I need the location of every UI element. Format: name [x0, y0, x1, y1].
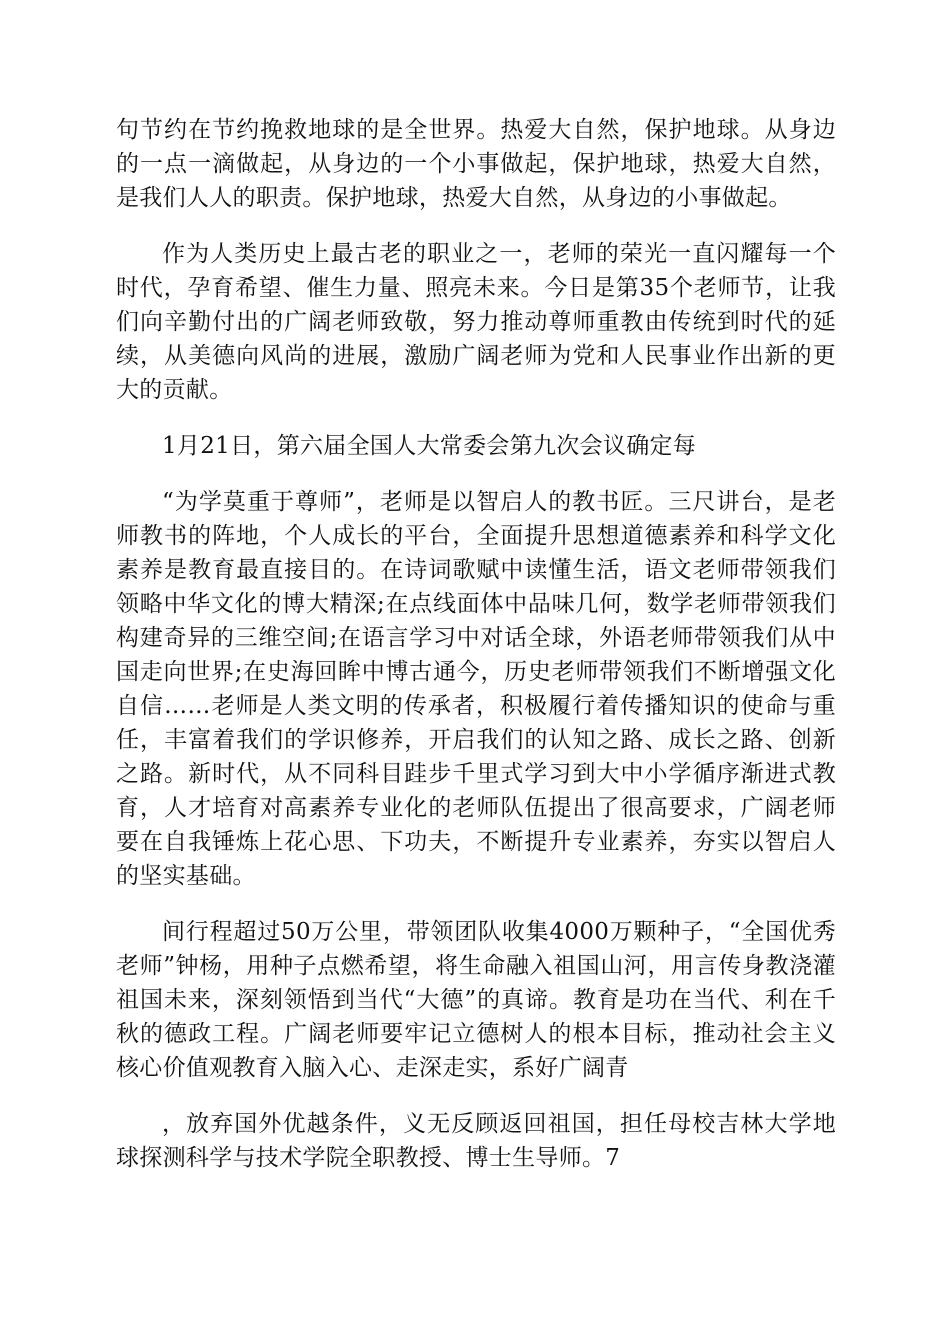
- paragraph-5: 间行程超过50万公里，带领团队收集4000万颗种子，“全国优秀老师”钟杨，用种子点燃希望，将生命融入祖国山河，用言传身教浇灌祖国未来，深刻领悟到当代“大德”的真谛。教育是功在当代、利在千秋的德政工程。广阔老师要牢记立德树人的根本目标，推动社会主义核心价值观教育入脑入心、走深走实，系好广阔青: [116, 919, 836, 1081]
- paragraph-2: 作为人类历史上最古老的职业之一，老师的荣光一直闪耀每一个时代，孕育希望、催生力量、照亮未来。今日是第35个老师节，让我们向辛勤付出的广阔老师致敬，努力推动尊师重教由传统到时代的延续，从美德向风尚的进展，激励广阔老师为党和人民事业作出新的更大的贡献。: [116, 241, 836, 403]
- paragraph-4: “为学莫重于尊师”，老师是以智启人的教书匠。三尺讲台，是老师教书的阵地，个人成长的平台，全面提升思想道德素养和科学文化素养是教育最直接目的。在诗词歌赋中读懂生活，语文老师带领我们领略中华文化的博大精深;在点线面体中品味几何，数学老师带领我们构建奇异的三维空间;在语言学习中对话全球，外语老师带领我们从中国走向世界;在史海回眸中博古通今，历史老师带领我们不断增强文化自信……老师是人类文明的传承者，积极履行着传播知识的使命与重任，丰富着我们的学识修养，开启我们的认知之路、成长之路、创新之路。新时代，从不同科目跬步千里式学习到大中小学循序渐进式教育，人才培育对高素养专业化的老师队伍提出了很高要求，广阔老师要在自我锤炼上花心思、下功夫，不断提升专业素养，夯实以智启人的坚实基础。: [116, 489, 836, 889]
- document-body: [116, 113, 836, 1197]
- paragraph-6: ，放弃国外优越条件，义无反顾返回祖国，担任母校吉林大学地球探测科学与技术学院全职教授、博士生导师。7: [116, 1111, 836, 1171]
- paragraph-3: 1月21日，第六届全国人大常委会第九次会议确定每: [162, 433, 697, 459]
- paragraph-1: 句节约在节约挽救地球的是全世界。热爱大自然，保护地球。从身边的一点一滴做起，从身边的一个小事做起，保护地球，热爱大自然，是我们人人的职责。保护地球，热爱大自然，从身边的小事做起。: [116, 117, 836, 211]
